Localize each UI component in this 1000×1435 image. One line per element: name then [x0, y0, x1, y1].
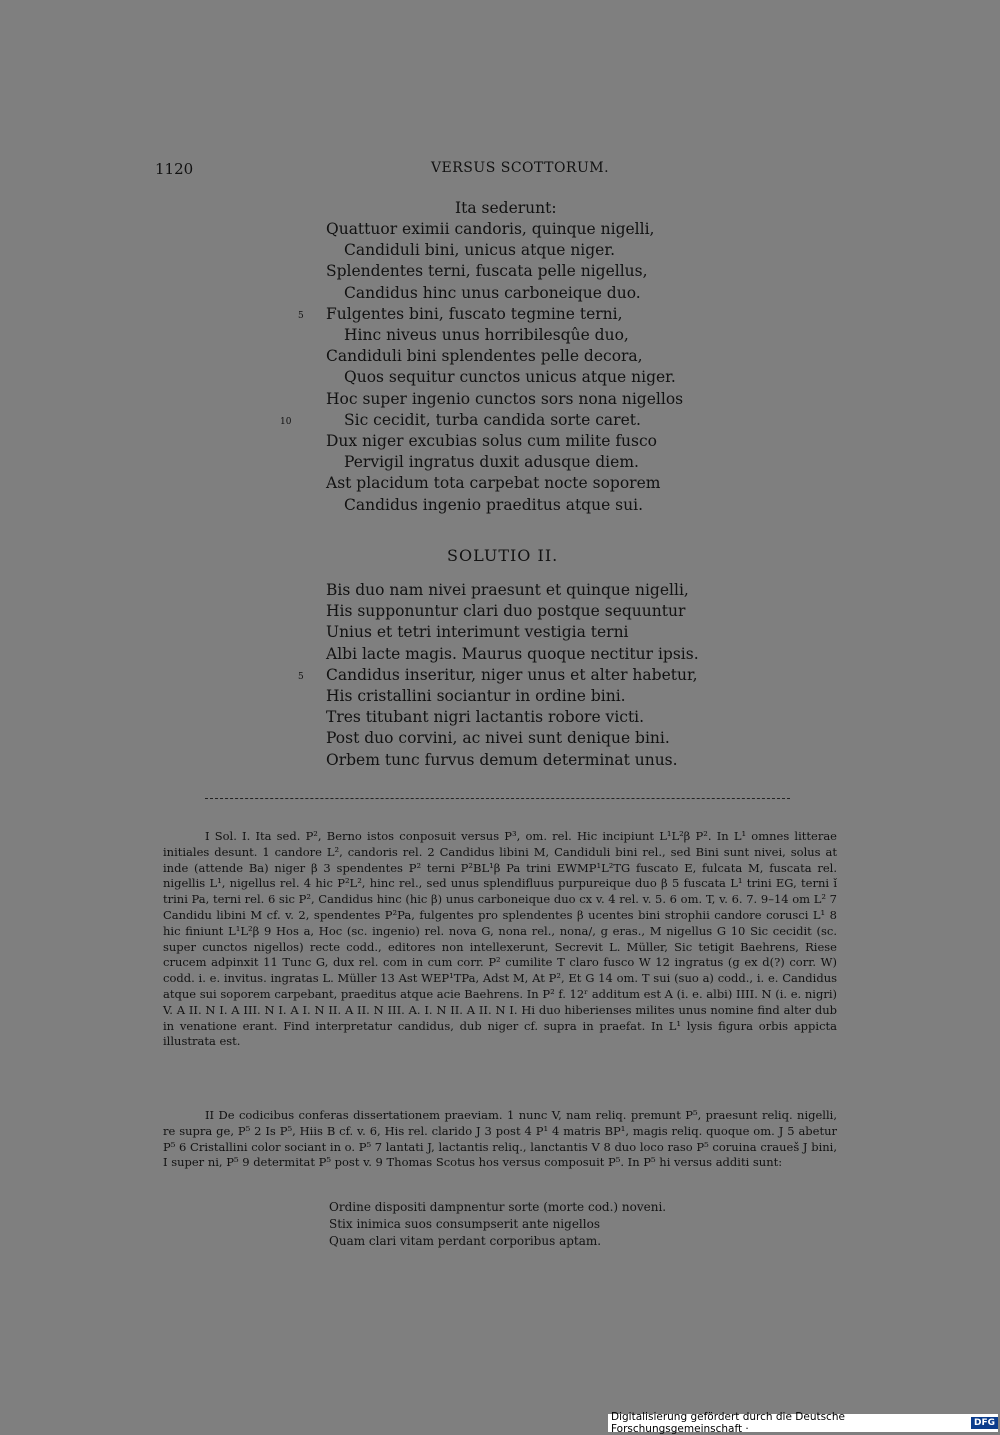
- dfg-logo-icon: DFG: [971, 1417, 998, 1429]
- verse-line: Dux niger excubias solus cum milite fusco: [326, 432, 658, 451]
- page-header: [150, 160, 890, 182]
- verse-line: Hoc super ingenio cunctos sors nona nigellos: [326, 389, 684, 408]
- additional-verse-line: Ordine dispositi dampnentur sorte (morte cod.) noveni.: [329, 1200, 667, 1214]
- verse-line: Candidus ingenio praeditus atque sui.: [344, 495, 643, 514]
- digitization-footer: [608, 1411, 998, 1435]
- verse-line: Quos sequitur cunctos unicus atque niger.: [344, 368, 676, 387]
- poem-intro: Ita sederunt:: [455, 199, 557, 217]
- critical-apparatus-ii: [163, 1108, 837, 1171]
- verse-line: His supponuntur clari duo postque sequuntur: [326, 602, 686, 621]
- verse-line: Quattuor eximii candoris, quinque nigelli,: [326, 220, 655, 238]
- verse-line: His cristallini sociantur in ordine bini.: [326, 687, 626, 706]
- verse-line: Bis duo nam nivei praesunt et quinque nigelli,: [326, 581, 689, 599]
- verse-line: Unius et tetri interimunt vestigia terni: [326, 623, 629, 642]
- verse-line: Hinc niveus unus horribilesqûe duo,: [344, 326, 629, 345]
- footer-text: Digitalisierung gefördert durch die Deutsche Forschungsgemeinschaft ·: [611, 1411, 845, 1435]
- additional-verse-line: Stix inimica suos consumpserit ante nigellos: [329, 1217, 600, 1231]
- additional-verses: [329, 1199, 666, 1250]
- verse-line: Candiduli bini, unicus atque niger.: [344, 241, 615, 260]
- line-number: 5: [298, 671, 304, 682]
- poem-versus-scottorum: [280, 219, 684, 516]
- apparatus-text: I Sol. I. Ita sed. P², Berno istos conposuit versus P³, om. rel. Hic incipiunt L¹L²β P². In L¹ omnes litterae initiales desunt. 1 candore L², candoris rel. 2 Candidus libini M, Candiduli bini rel., sed Bini sunt nivei, solus at inde (attende Ba) niger β 3 spendentes P² terni P²BL¹β Pa trini EWMP¹L²TG fuscato E, fulcata M, fuscata rel. nigellis L¹, nigellus rel. 4 hic P²L², hinc rel., sed unus splendifluus purpureique duo β 5 fuscata L¹ trini EG, terni ǐ trini Pa, terni rel. 6 sic P², Candidus hinc (hic β) unus carboneique duo cx v. 4 rel. v. 5. 6 om. T, v. 6. 7. 9–14 om L² 7 Candidu libini M cf. v. 2, spendentes P²Pa, fulgentes pro splendentes β ucentes bini strophii candore corusci L¹ 8 hic finiunt L¹L²β 9 Hos a, Hoc (sc. ingenio) rel. nova G, nona rel., nona/, g eras., M nigellus G 10 Sic cecidit (sc. super cunctos nigellos) recte codd., editores non intellexerunt, Secrevit L. Müller, Sic tetigit Baehrens, Riese crucem adpinxit 11 Tunc G, dux rel. com in cum corr. P² cumilite T claro fusco W 12 ingratus (g ex d(?) corr. W) codd. i. e. invitus. ingratas L. Müller 13 Ast WEP¹TPa, Adst M, At P², Et G 14 om. T sui (suo a) codd., i. e. Candidus atque sui soporem carpebant, praeditus atque acie Baehrens. In P² f. 12ʳ additum est A (i. e. albi) IIII. N (i. e. nigri) V. A II. N I. A III. N I. A I. N II. A II. N III. A. I. N II. A II. N I. Hi duo hiberienses milites unus nomine find alter dub in venatione erant. Find interpretatur candidus, dub niger cf. supra in praefat. In L¹ lysis figura orbis appicta illustrata est.: [163, 829, 837, 1049]
- verse-line-5: 5 Fulgentes bini, fuscato tegmine terni,: [326, 304, 683, 325]
- verse-line: Splendentes terni, fuscata pelle nigellus,: [326, 262, 648, 281]
- line-number: 10: [280, 416, 292, 427]
- verse-line: Ast placidum tota carpebat nocte soporem: [326, 474, 661, 493]
- section-title-solutio: SOLUTIO II.: [447, 546, 559, 565]
- footnote-divider: [205, 798, 790, 799]
- page-number: 1120: [155, 160, 194, 178]
- additional-verse-line: Quam clari vitam perdant corporibus aptam.: [329, 1234, 602, 1248]
- line-number: 5: [298, 310, 304, 321]
- verse-line-5: 5 Candidus inseritur, niger unus et alter habetur,: [326, 665, 699, 686]
- poem-solutio-ii: [298, 580, 699, 771]
- verse-line: Tres titubant nigri lactantis robore victi.: [326, 708, 645, 727]
- critical-apparatus-i: [163, 829, 837, 1050]
- verse-line: Post duo corvini, ac nivei sunt denique bini.: [326, 729, 670, 748]
- running-title: VERSUS SCOTTORUM.: [430, 160, 610, 176]
- verse-line: Candidus hinc unus carboneique duo.: [344, 283, 641, 302]
- verse-line: Orbem tunc furvus demum determinat unus.: [326, 750, 678, 769]
- apparatus-text: II De codicibus conferas dissertationem praeviam. 1 nunc V, nam reliq. premunt P⁵, praesunt reliq. nigelli, re supra ge, P⁵ 2 Is P⁵, Hiis B cf. v. 6, His rel. clarido J 3 post 4 P¹ 4 matris BP¹, magis reliq. quoque om. J 5 abetur P⁵ 6 Cristallini color sociant in o. P⁵ 7 lantati J, lactantis reliq., lanctantis V 8 duo loco raso P⁵ coruina craueš J bini, I super ni, P⁵ 9 determitat P⁵ post v. 9 Thomas Scotus hos versus composuit P⁵. In P⁵ hi versus additi sunt:: [163, 1108, 837, 1170]
- verse-line: Candiduli bini splendentes pelle decora,: [326, 347, 643, 366]
- verse-line-10: 10 Sic cecidit, turba candida sorte caret.: [326, 410, 683, 431]
- verse-line: Albi lacte magis. Maurus quoque nectitur ipsis.: [326, 644, 699, 663]
- verse-line: Pervigil ingratus duxit adusque diem.: [344, 453, 639, 472]
